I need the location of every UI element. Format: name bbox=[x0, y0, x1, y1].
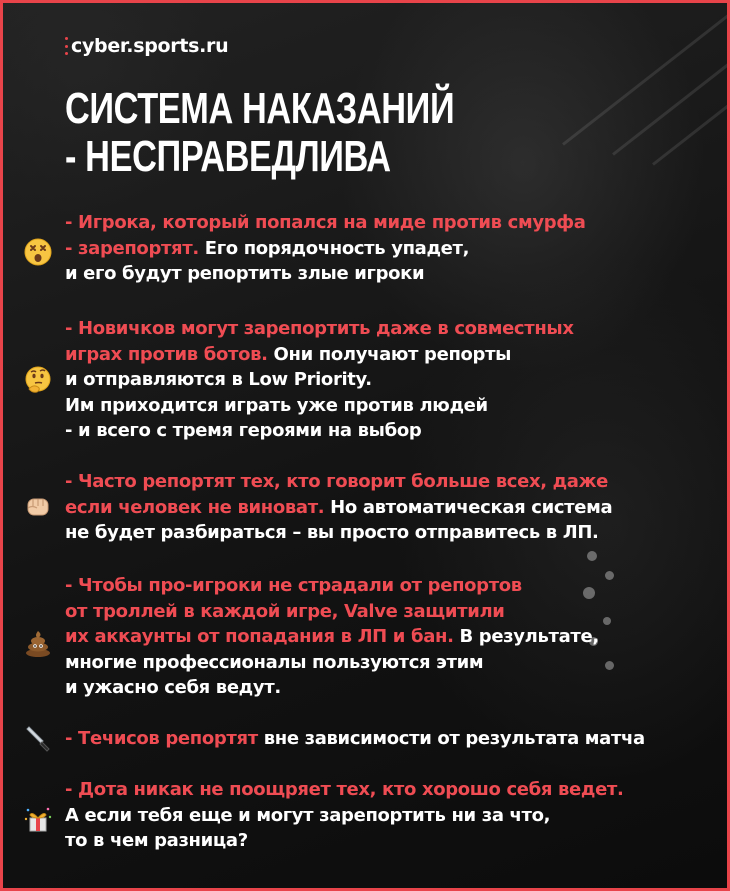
confetti-gift-icon bbox=[23, 805, 53, 835]
point-4-highlight: - Чтобы про-игроки не страдали от репортов от троллей в каждой игре, Valve защитили их аккаунты от попадания в ЛП и бан. bbox=[65, 575, 522, 647]
knife-icon bbox=[23, 723, 53, 753]
point-5 bbox=[65, 726, 645, 752]
background-stroke bbox=[652, 96, 730, 166]
point-2 bbox=[65, 316, 574, 444]
headline-line-2: - НЕСПРАВЕДЛИВА bbox=[65, 132, 391, 181]
headline-line-1: СИСТЕМА НАКАЗАНИЙ bbox=[65, 84, 455, 133]
point-1-highlight: - Игрока, который попался на миде против смурфа - зарепортят. bbox=[65, 212, 586, 259]
headline bbox=[65, 85, 454, 181]
point-2-text: Они получают репорты и отправляются в Low Priority. Им приходится играть уже против людей - и всего с тремя героями на выбор bbox=[65, 343, 512, 441]
point-1 bbox=[65, 210, 586, 287]
brand-logo bbox=[65, 33, 228, 59]
point-3 bbox=[65, 469, 612, 546]
fist-icon bbox=[23, 491, 53, 521]
point-6-highlight: - Дота никак не поощряет тех, кто хорошо себя ведет. bbox=[65, 779, 624, 800]
point-2-highlight: - Новичков могут зарепортить даже в совместных играх против ботов. bbox=[65, 318, 574, 365]
dizzy-face-icon bbox=[23, 237, 53, 267]
point-5-text: вне зависимости от результата матча bbox=[257, 728, 645, 749]
background-stroke bbox=[612, 55, 730, 156]
logo-colon-icon bbox=[65, 37, 68, 55]
point-1-text: Его порядочность упадет, и его будут репортить злые игроки bbox=[65, 237, 470, 284]
point-5-highlight: - Течисов репортят bbox=[65, 728, 258, 749]
point-3-highlight: - Часто репортят тех, кто говорит больше всех, даже если человек не виноват. bbox=[65, 471, 609, 518]
point-4-text: В результате, многие профессионалы пользуются этим и ужасно себя ведут. bbox=[65, 626, 599, 698]
point-3-text: Но автоматическая система не будет разбираться – вы просто отправитесь в ЛП. bbox=[65, 496, 613, 543]
thinking-face-icon bbox=[23, 365, 53, 395]
pile-of-poo-icon bbox=[23, 628, 53, 658]
point-6-text: А если тебя еще и могут зарепортить ни за что, то в чем разница? bbox=[65, 804, 551, 851]
point-4 bbox=[65, 573, 599, 701]
logo-text: cyber.sports.ru bbox=[71, 35, 229, 57]
point-6 bbox=[65, 777, 624, 854]
